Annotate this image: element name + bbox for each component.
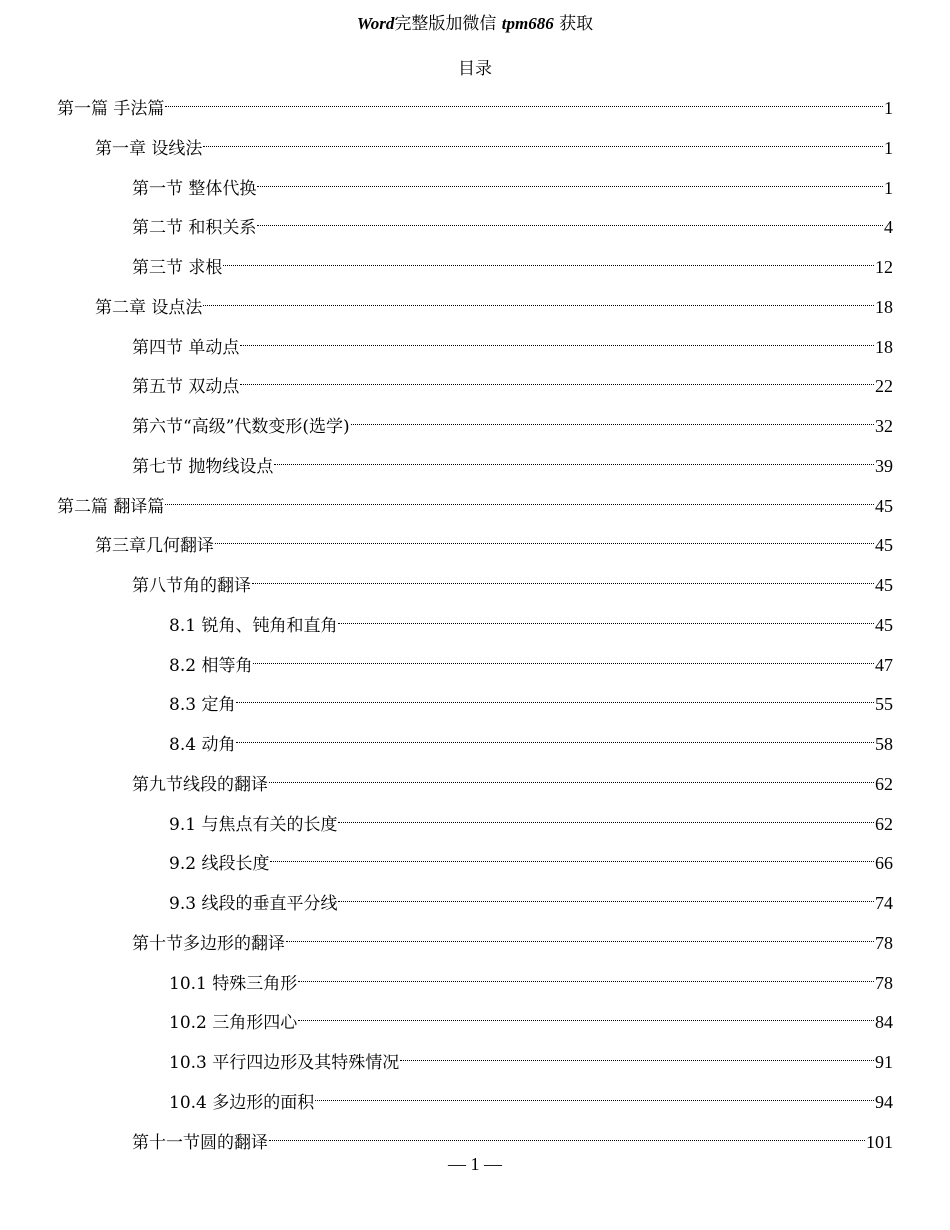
toc-entry-page: 18 <box>875 296 893 317</box>
toc-entry-title: 第二篇 翻译篇 <box>57 496 165 517</box>
toc-entry-title: 第二章 设点法 <box>95 297 203 318</box>
dot-leader <box>298 1020 874 1021</box>
toc-entry-chapter[interactable] <box>0 129 950 169</box>
dot-leader <box>215 543 874 544</box>
toc-entry-title: 8.3 定角 <box>169 695 236 716</box>
dot-leader <box>274 464 874 465</box>
toc-entry-page: 62 <box>875 813 893 834</box>
toc-entry-page: 94 <box>875 1091 893 1112</box>
toc-entry-title: 第五节 双动点 <box>132 377 240 398</box>
toc-entry-subsection[interactable] <box>0 844 950 884</box>
header-wechat-id: tpm686 <box>501 14 554 33</box>
dot-leader <box>298 981 874 982</box>
dot-leader <box>338 623 874 624</box>
toc-entry-page: 62 <box>875 773 893 794</box>
toc-entry-page: 1 <box>884 137 893 158</box>
dot-leader <box>203 305 874 306</box>
toc-entry-subsection[interactable] <box>0 606 950 646</box>
toc-entry-title: 第七节 抛物线设点 <box>132 456 274 477</box>
toc-entry-page: 12 <box>875 257 893 277</box>
toc-entry-page: 84 <box>875 1012 893 1033</box>
toc-entry-page: 55 <box>875 694 893 715</box>
toc-entry-subsection[interactable] <box>0 685 950 725</box>
dot-leader <box>257 225 883 226</box>
toc-entry-page: 47 <box>875 654 893 675</box>
toc-entry-page: 45 <box>875 495 893 516</box>
dot-leader <box>270 861 874 862</box>
toc-entry-title: 第十节多边形的翻译 <box>132 933 285 954</box>
header-middle-text: 完整版加微信 <box>394 14 497 34</box>
dot-leader <box>351 424 874 425</box>
dot-leader <box>286 941 874 942</box>
toc-entry-section[interactable] <box>0 169 950 209</box>
dot-leader <box>236 742 874 743</box>
toc-entry-page: 45 <box>875 575 893 595</box>
toc-entry-title: 9.1 与焦点有关的长度 <box>169 814 338 835</box>
toc-entry-section[interactable] <box>0 208 950 248</box>
toc-entry-title: 8.2 相等角 <box>169 655 253 676</box>
toc-entry-title: 10.1 特殊三角形 <box>169 973 298 994</box>
toc-entry-section[interactable] <box>0 248 950 288</box>
toc-entry-chapter[interactable] <box>0 288 950 328</box>
toc-entry-chapter[interactable] <box>0 526 950 566</box>
toc-entry-page: 78 <box>875 932 893 953</box>
toc-entry-subsection[interactable] <box>0 1083 950 1123</box>
toc-entry-title: 第二节 和积关系 <box>132 218 257 239</box>
page-number-footer: — 1 — <box>448 1154 502 1174</box>
toc-entry-section[interactable] <box>0 924 950 964</box>
toc-entry-page: 74 <box>875 893 893 913</box>
dot-leader <box>165 106 883 107</box>
dot-leader <box>338 901 874 902</box>
toc-entry-page: 45 <box>875 614 893 635</box>
toc-entry-section[interactable] <box>0 367 950 407</box>
toc-entry-title: 第三节 求根 <box>132 258 223 278</box>
toc-entry-section[interactable] <box>0 566 950 606</box>
toc-entry-title: 第一章 设线法 <box>95 138 203 159</box>
toc-entry-subsection[interactable] <box>0 1003 950 1043</box>
toc-entry-title: 第六节“高级”代数变形(选学) <box>132 417 350 437</box>
dot-leader <box>257 186 883 187</box>
toc-entry-subsection[interactable] <box>0 646 950 686</box>
dot-leader <box>269 782 874 783</box>
dot-leader <box>240 345 874 346</box>
dot-leader <box>203 146 883 147</box>
toc-entry-title: 第十一节圆的翻译 <box>132 1132 268 1153</box>
toc-entry-page: 22 <box>875 376 893 397</box>
toc-entry-subsection[interactable] <box>0 805 950 845</box>
toc-entry-section[interactable] <box>0 765 950 805</box>
toc-entry-page: 66 <box>875 853 893 874</box>
toc-entry-page: 58 <box>875 734 893 754</box>
toc-entry-title: 9.2 线段长度 <box>169 854 270 875</box>
toc-entry-page: 18 <box>875 336 893 357</box>
dot-leader <box>338 822 874 823</box>
toc-entry-title: 10.3 平行四边形及其特殊情况 <box>169 1053 400 1073</box>
toc-entry-subsection[interactable] <box>0 884 950 924</box>
toc-entry-part[interactable] <box>0 487 950 527</box>
toc-entry-page: 32 <box>875 416 893 436</box>
toc-entry-subsection[interactable] <box>0 1043 950 1083</box>
toc-entry-subsection[interactable] <box>0 964 950 1004</box>
dot-leader <box>253 663 874 664</box>
dot-leader <box>269 1140 865 1141</box>
toc-entry-title: 8.4 动角 <box>169 735 236 755</box>
toc-entry-section[interactable] <box>0 447 950 487</box>
dot-leader <box>236 702 874 703</box>
table-of-contents <box>0 89 950 1162</box>
toc-entry-page: 45 <box>875 535 893 556</box>
header-suffix-text: 获取 <box>559 14 594 34</box>
toc-heading: 目录 <box>458 59 492 79</box>
toc-entry-title: 8.1 锐角、钝角和直角 <box>169 615 338 636</box>
toc-entry-page: 101 <box>866 1131 893 1152</box>
dot-leader <box>240 384 874 385</box>
toc-entry-page: 1 <box>884 177 893 198</box>
toc-entry-page: 39 <box>875 455 893 476</box>
dot-leader <box>252 583 874 584</box>
dot-leader <box>315 1100 874 1101</box>
header-word-label: Word <box>356 14 395 33</box>
page-header <box>0 12 950 36</box>
toc-entry-part[interactable] <box>0 89 950 129</box>
dot-leader <box>223 265 874 266</box>
toc-entry-page: 1 <box>884 98 893 118</box>
toc-entry-section[interactable] <box>0 328 950 368</box>
toc-entry-title: 9.3 线段的垂直平分线 <box>169 894 338 914</box>
toc-entry-title: 第一篇 手法篇 <box>57 99 165 119</box>
toc-entry-title: 第一节 整体代换 <box>132 178 257 199</box>
toc-entry-title: 10.2 三角形四心 <box>169 1013 298 1034</box>
toc-entry-title: 第四节 单动点 <box>132 337 240 358</box>
toc-entry-page: 91 <box>875 1052 893 1072</box>
dot-leader <box>165 504 874 505</box>
toc-entry-subsection[interactable] <box>0 725 950 765</box>
dot-leader <box>400 1060 874 1061</box>
toc-entry-title: 第三章几何翻译 <box>95 536 214 557</box>
toc-entry-page: 4 <box>884 217 893 238</box>
toc-entry-title: 第八节角的翻译 <box>132 576 251 596</box>
toc-entry-title: 第九节线段的翻译 <box>132 774 268 795</box>
toc-entry-page: 78 <box>875 972 893 993</box>
toc-entry-section[interactable] <box>0 407 950 447</box>
toc-entry-title: 10.4 多边形的面积 <box>169 1092 315 1113</box>
